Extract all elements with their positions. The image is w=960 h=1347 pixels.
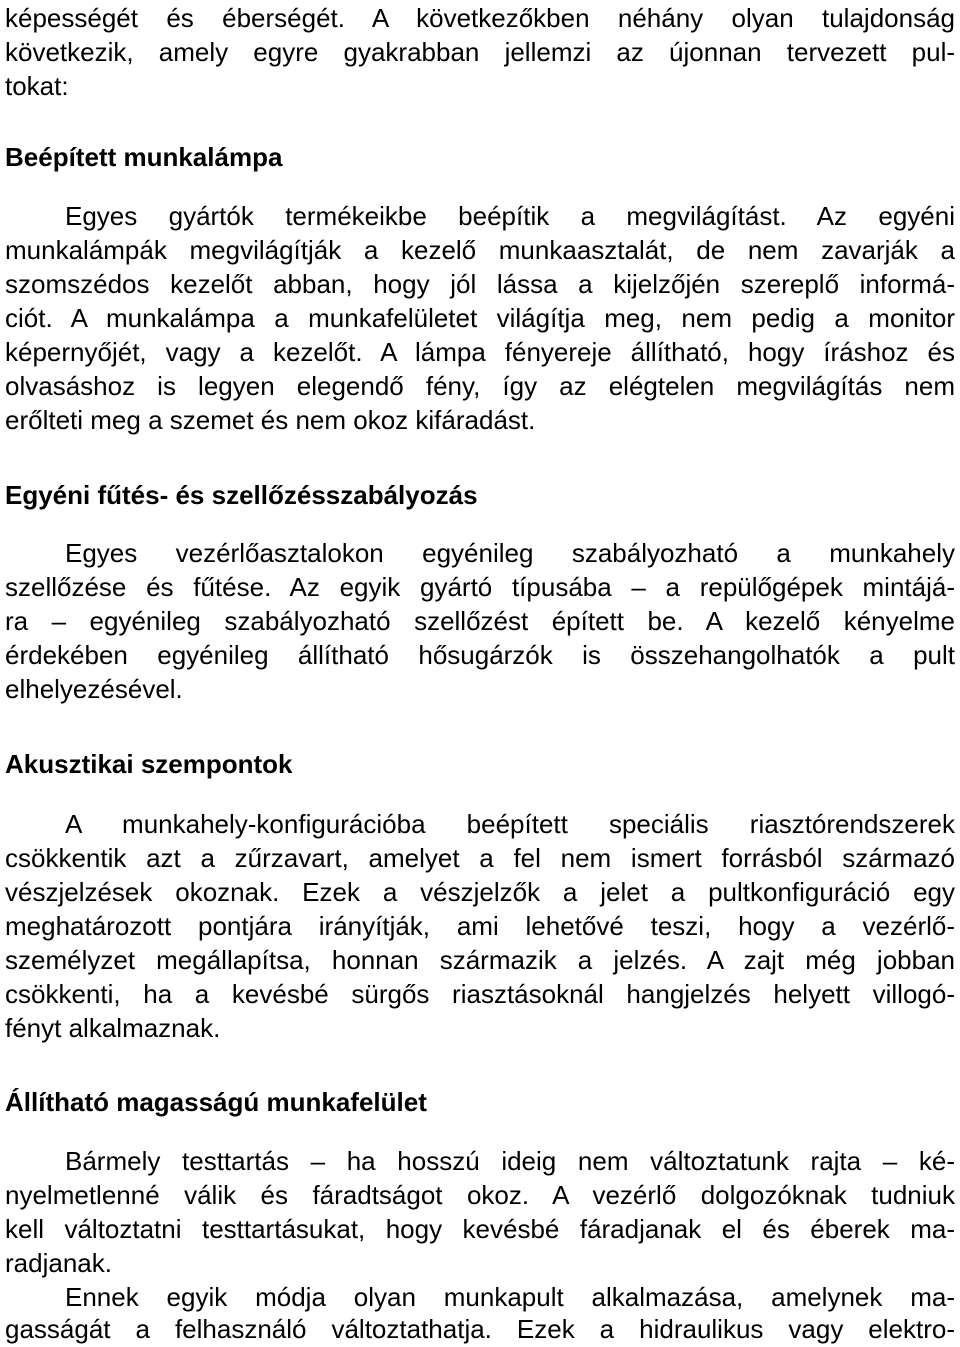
- paragraph-line: fényt alkalmaznak.: [5, 1013, 221, 1043]
- paragraph-line: munkalámpák megvilágítják a kezelő munkaasztalát, de nem zavarják a: [5, 235, 955, 265]
- paragraph-line: radjanak.: [5, 1248, 112, 1278]
- intro-line: következik, amely egyre gyakrabban jellemzi az újonnan tervezett pul-: [5, 37, 955, 67]
- paragraph-line: Egyes gyártók termékeikbe beépítik a megvilágítást. Az egyéni: [65, 201, 955, 231]
- intro-line: tokat:: [5, 71, 69, 101]
- paragraph-line: csökkenti, ha a kevésbé sürgős riasztásoknál hangjelzés helyett villogó-: [5, 979, 955, 1009]
- paragraph-line: Egyes vezérlőasztalokon egyénileg szabályozható a munkahely: [65, 538, 955, 568]
- paragraph-line: ciót. A munkalámpa a munkafelületet világítja meg, nem pedig a monitor: [5, 303, 955, 333]
- intro-line: képességét és éberségét. A következőkben néhány olyan tulajdonság: [5, 3, 955, 33]
- paragraph-line: olvasáshoz is legyen elegendő fény, így az elégtelen megvilágítás nem: [5, 371, 955, 401]
- paragraph-line: gasságát a felhasználó változtathatja. Ezek a hidraulikus vagy elektro-: [5, 1314, 955, 1344]
- paragraph-line: szellőzése és fűtése. Az egyik gyártó típusába – a repülőgépek mintájá-: [5, 572, 955, 602]
- paragraph-line: szomszédos kezelőt abban, hogy jól lássa a kijelzőjén szereplő informá-: [5, 269, 955, 299]
- paragraph-line: Ennek egyik módja olyan munkapult alkalmazása, amelynek ma-: [65, 1282, 955, 1312]
- paragraph-line: meghatározott pontjára irányítják, ami lehetővé teszi, hogy a vezérlő-: [5, 911, 955, 941]
- section-heading: Egyéni fűtés- és szellőzésszabályozás: [5, 480, 478, 510]
- paragraph-line: személyzet megállapítsa, honnan származik a jelzés. A zajt még jobban: [5, 945, 955, 975]
- section-heading: Akusztikai szempontok: [5, 749, 293, 779]
- paragraph-line: vészjelzések okoznak. Ezek a vészjelzők a jelet a pultkonfiguráció egy: [5, 877, 955, 907]
- paragraph-line: kell változtatni testtartásukat, hogy kevésbé fáradjanak el és éberek ma-: [5, 1214, 955, 1244]
- paragraph-line: erőlteti meg a szemet és nem okoz kifáradást.: [5, 405, 536, 435]
- paragraph-line: képernyőjét, vagy a kezelőt. A lámpa fényereje állítható, hogy íráshoz és: [5, 337, 955, 367]
- paragraph-line: nyelmetlenné válik és fáradtságot okoz. A vezérlő dolgozóknak tudniuk: [5, 1180, 955, 1210]
- paragraph-line: csökkentik azt a zűrzavart, amelyet a fel nem ismert forrásból származó: [5, 843, 955, 873]
- paragraph-line: ra – egyénileg szabályozható szellőzést épített be. A kezelő kényelme: [5, 606, 955, 636]
- paragraph-line: érdekében egyénileg állítható hősugárzók is összehangolhatók a pult: [5, 640, 955, 670]
- section-heading: Állítható magasságú munkafelület: [5, 1087, 427, 1117]
- paragraph-line: elhelyezésével.: [5, 674, 183, 704]
- paragraph-line: A munkahely-konfigurációba beépített speciális riasztórendszerek: [65, 809, 955, 839]
- paragraph-line: Bármely testtartás – ha hosszú ideig nem változtatunk rajta – ké-: [65, 1146, 955, 1176]
- section-heading: Beépített munkalámpa: [5, 142, 283, 172]
